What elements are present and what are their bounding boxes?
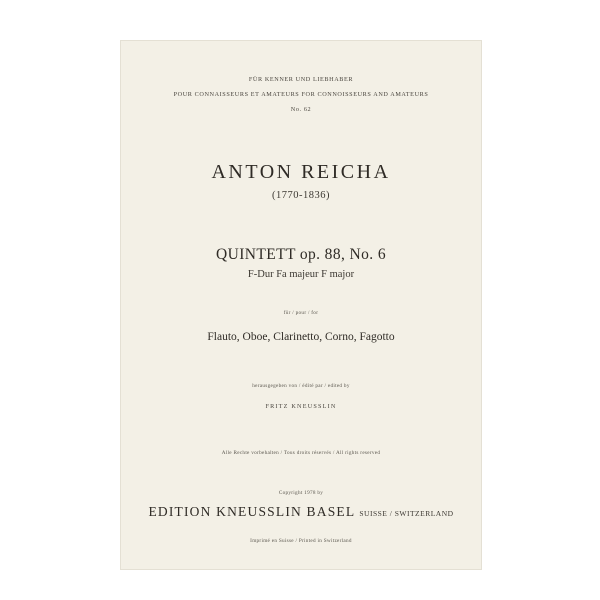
- editor-name: FRITZ KNEUSSLIN: [265, 403, 337, 410]
- series-number: No. 62: [290, 106, 312, 113]
- series-line-german: FÜR KENNER UND LIEBHABER: [248, 76, 354, 83]
- for-label: für / pour / for: [283, 310, 319, 316]
- composer-dates: (1770-1836): [272, 190, 330, 201]
- printed-notice: Imprimé en Suisse / Printed in Switzerland: [250, 538, 352, 544]
- copyright-line: Copyright 1978 by: [278, 490, 324, 496]
- publisher-name: EDITION KNEUSSLIN BASEL: [148, 504, 355, 519]
- publisher-location: SUISSE / SWITZERLAND: [359, 509, 454, 518]
- editor-line: herausgegeben von / édité par / edited by: [252, 383, 350, 389]
- work-key: F-Dur Fa majeur F major: [247, 269, 355, 280]
- composer-name: ANTON REICHA: [211, 161, 391, 183]
- series-line-french-english: POUR CONNAISSEURS ET AMATEURS FOR CONNOISSEURS AND AMATEURS: [173, 91, 429, 98]
- rights-notice: Alle Rechte vorbehalten / Tous droits réservés / All rights reserved: [221, 450, 381, 456]
- instrumentation: Flauto, Oboe, Clarinetto, Corno, Fagotto: [207, 331, 395, 343]
- publisher-line: [120, 504, 482, 520]
- score-cover: [120, 40, 482, 570]
- work-title: QUINTETT op. 88, No. 6: [216, 246, 386, 263]
